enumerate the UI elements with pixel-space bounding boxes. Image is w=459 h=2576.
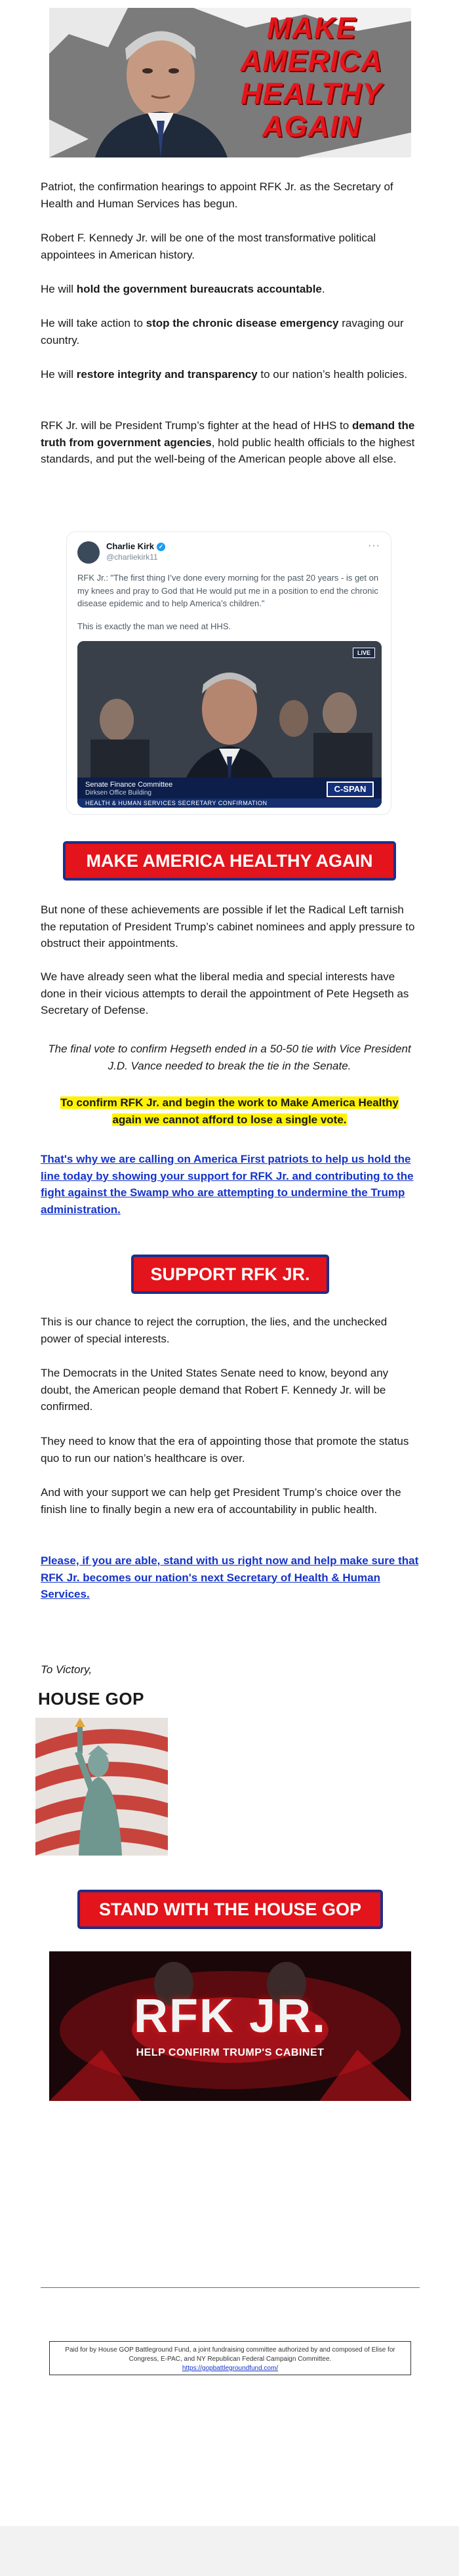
signature: HOUSE GOP	[38, 1689, 144, 1709]
text: .	[86, 1588, 90, 1600]
support-link-paragraph[interactable]	[41, 1151, 420, 1218]
lower-third-location: Dirksen Office Building	[85, 789, 151, 797]
disclaimer-text: Paid for by House GOP Battleground Fund, a joint fundraising committee authorized by and composed of Elise for Congress, E-PAC, and NY Republican Federal Campaign Committee.	[65, 2346, 395, 2363]
paragraph: Robert F. Kennedy Jr. will be one of the most transformative political appointees in American history.	[41, 232, 376, 261]
divider	[41, 2287, 420, 2288]
body-paragraph	[41, 1365, 420, 1415]
paragraph: This is our chance to reject the corruption, the lies, and the unchecked power of special interests.	[41, 1316, 388, 1345]
body-paragraph	[41, 968, 420, 1019]
intro-paragraph	[41, 315, 420, 348]
stand-with-house-gop-button[interactable]: STAND WITH THE HOUSE GOP	[77, 1890, 383, 1929]
bold-text: stop the chronic disease emergency	[146, 317, 339, 329]
paragraph: We have already seen what the liberal media and special interests have done in their vicious attempts to derail the appointment of Pete Hegseth as Secretary of Defense.	[41, 970, 409, 1016]
intro-paragraph	[41, 366, 420, 383]
support-link[interactable]: That's why we are calling on America First patriots to help us hold the line today by showing your support for RFK Jr. and contributing to the fight against the Swamp who are attempting to undermine the Trump administration	[41, 1153, 414, 1216]
lower-third-caption: HEALTH & HUMAN SERVICES SECRETARY CONFIRMATION	[77, 799, 382, 808]
paragraph	[41, 417, 420, 468]
network-logo: C-SPAN	[327, 781, 374, 797]
rfk-banner-title: RFK JR.	[133, 1990, 327, 2043]
disclaimer	[50, 2346, 410, 2373]
rfk-banner[interactable]	[49, 1951, 411, 2101]
paragraph	[41, 315, 420, 348]
slogan-line: AMERICA	[240, 44, 383, 77]
bold-text: demand the truth from government agencies	[41, 419, 415, 449]
body-paragraph	[41, 1314, 420, 1347]
paragraph: The Democrats in the United States Senate need to know, beyond any doubt, the American people demand that Robert F. Kennedy Jr. will be confirmed.	[41, 1367, 389, 1413]
text: He will take action to	[41, 317, 146, 329]
donate-link[interactable]: Please, if you are able, stand with us right now and help make sure that RFK Jr. becomes our nation's next Secretary of Health & Human Services	[41, 1554, 419, 1600]
paragraph	[41, 366, 420, 383]
text: , hold public health officials to the highest standards, and put the well-being of the American people above all else.	[41, 436, 415, 465]
paragraph: But none of these achievements are possible if let the Radical Left tarnish the reputation of President Trump’s cabinet nominees and apply pressure to obstruct their appointments.	[41, 904, 415, 949]
text: He will	[41, 368, 77, 381]
verified-badge-icon: ✓	[157, 543, 165, 551]
bold-text: restore integrity and transparency	[76, 368, 258, 381]
rfk-banner-subtitle: HELP CONFIRM TRUMP'S CABINET	[136, 2047, 325, 2058]
liberty-flag-illustration	[35, 1718, 168, 1856]
paragraph: They need to know that the era of appointing those that promote the status quo to run our nation’s healthcare is over.	[41, 1435, 409, 1465]
body-paragraph	[41, 1433, 420, 1466]
footer-bar	[0, 2526, 459, 2576]
disclaimer-box	[49, 2341, 411, 2375]
author-name: Charlie Kirk	[106, 541, 154, 551]
slogan-line: HEALTHY	[240, 77, 383, 110]
highlight-text: To confirm RFK Jr. and begin the work to Make America Healthy again we cannot afford to lose a single vote.	[60, 1096, 399, 1126]
footer-link[interactable]: https://gopbattlegroundfund.com/	[182, 2365, 279, 2372]
slogan-line: MAKE	[266, 11, 357, 45]
live-badge: LIVE	[353, 648, 375, 658]
body-paragraph	[41, 1484, 420, 1518]
more-options-icon[interactable]: ···	[368, 540, 380, 551]
paragraph: Patriot, the confirmation hearings to appoint RFK Jr. as the Secretary of Health and Human Services has begun.	[41, 180, 393, 210]
body-paragraph	[41, 902, 420, 952]
text: .	[321, 283, 325, 295]
tweet-video[interactable]	[77, 641, 382, 808]
tweet-quote: RFK Jr.: "The first thing I’ve done every morning for the past 20 years - is get on my knees and pray to God that He would put me in a position to end the chronic disease epidemic and to help America’s children."	[77, 573, 379, 608]
text: RFK Jr. will be President Trump’s fighter at the head of HHS to	[41, 419, 352, 432]
intro-paragraph	[41, 281, 420, 298]
hero-banner[interactable]	[49, 8, 411, 157]
tweet-author	[106, 541, 165, 551]
text: ravaging our country.	[41, 317, 404, 346]
embedded-tweet[interactable]	[66, 531, 391, 815]
tweet-note: This is exactly the man we need at HHS.	[77, 621, 231, 631]
intro-paragraph	[41, 230, 420, 263]
highlighted-callout	[59, 1094, 400, 1128]
paragraph	[41, 281, 420, 298]
intro-paragraph	[41, 417, 420, 468]
paragraph: And with your support we can help get President Trump’s choice over the finish line to finally begin a new era of accountability in public health.	[41, 1486, 401, 1516]
text: .	[117, 1203, 121, 1216]
support-rfk-jr-button[interactable]: SUPPORT RFK JR.	[131, 1255, 329, 1294]
intro-paragraph	[41, 178, 420, 212]
statue-of-liberty-image	[35, 1718, 168, 1856]
make-america-healthy-again-button[interactable]: MAKE AMERICA HEALTHY AGAIN	[63, 841, 396, 881]
text: to our nation’s health policies.	[257, 368, 408, 381]
lower-third-title: Senate Finance Committee	[85, 781, 173, 789]
italic-note: The final vote to confirm Hegseth ended in a 50-50 tie with Vice President J.D. Vance needed to break the tie in the Senate.	[48, 1043, 411, 1072]
text: He will	[41, 283, 77, 295]
tweet-handle: @charliekirk11	[106, 552, 158, 562]
avatar	[77, 541, 100, 564]
slogan-line: AGAIN	[262, 110, 361, 143]
hero-slogan	[216, 12, 407, 143]
bold-text: hold the government bureaucrats accountable	[76, 283, 322, 295]
sign-off: To Victory,	[41, 1663, 92, 1676]
donate-link-paragraph[interactable]	[41, 1552, 420, 1603]
